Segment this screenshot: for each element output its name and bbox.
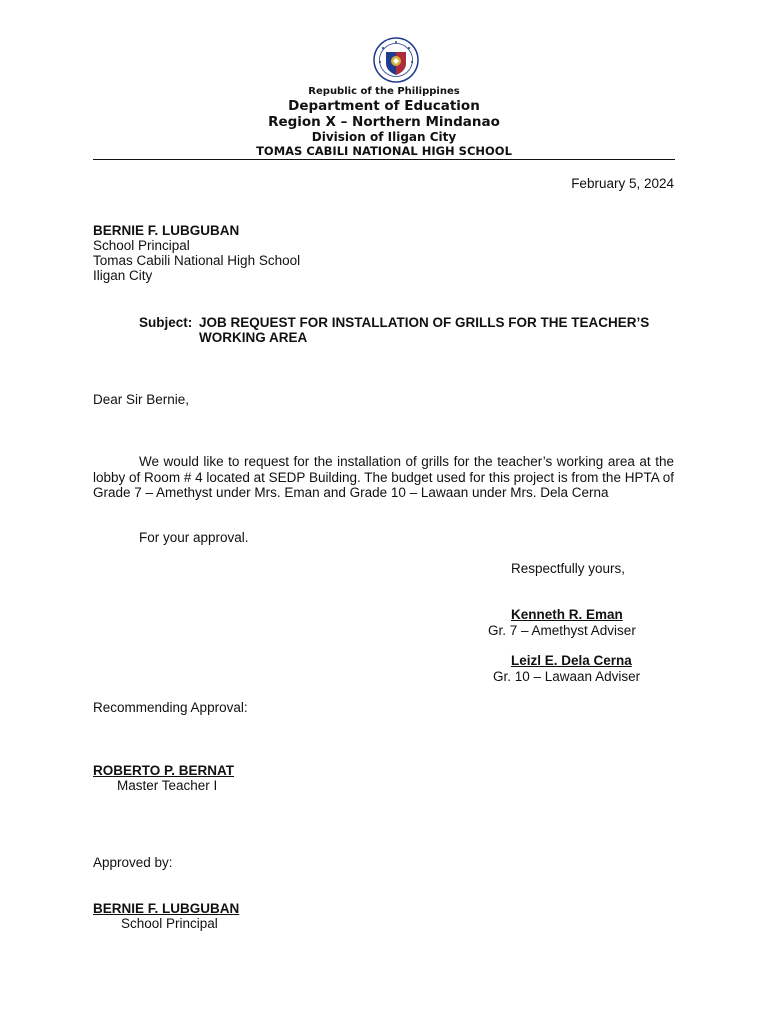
approver-name: BERNIE F. LUBGUBAN: [93, 901, 240, 916]
approver-title: School Principal: [121, 916, 218, 931]
signatory-name: Kenneth R. Eman: [511, 607, 623, 622]
recommender-name: ROBERTO P. BERNAT: [93, 763, 235, 778]
recipient-name: BERNIE F. LUBGUBAN: [93, 223, 240, 238]
deped-seal-icon: [373, 37, 419, 83]
recommender-title: Master Teacher I: [117, 778, 218, 793]
letter-date: February 5, 2024: [571, 176, 674, 191]
signatory-name: Leizl E. Dela Cerna: [511, 653, 632, 668]
recipient-city: Iligan City: [93, 268, 153, 283]
approved-by-label: Approved by:: [93, 855, 173, 870]
letterhead-divider: [93, 159, 675, 160]
letterhead-division: Division of Iligan City: [311, 130, 457, 144]
letterhead-school: TOMAS CABILI NATIONAL HIGH SCHOOL: [256, 144, 512, 158]
salutation: Dear Sir Bernie,: [93, 392, 190, 407]
subject-label: Subject:: [139, 315, 193, 330]
letterhead-region: Region X – Northern Mindanao: [268, 114, 500, 130]
recipient-school: Tomas Cabili National High School: [93, 253, 301, 268]
signatory-title: Gr. 7 – Amethyst Adviser: [488, 623, 636, 638]
closing-line: Respectfully yours,: [511, 561, 626, 576]
recommending-approval-label: Recommending Approval:: [93, 700, 248, 715]
approval-line: For your approval.: [139, 530, 249, 545]
signatory-title: Gr. 10 – Lawaan Adviser: [493, 669, 641, 684]
subject-text-line-2: WORKING AREA: [199, 330, 308, 345]
letterhead-department: Department of Education: [288, 98, 480, 114]
subject-text-line-1: JOB REQUEST FOR INSTALLATION OF GRILLS FOR THE TEACHER’S: [199, 315, 650, 330]
recipient-title: School Principal: [93, 238, 190, 253]
letterhead-republic: Republic of the Philippines: [308, 86, 460, 97]
letter-body-paragraph: We would like to request for the installation of grills for the teacher’s working area at the lobby of Room # 4 located at SEDP Building. The budget used for this project is from the HPTA of Grade 7 – Amethyst under Mrs. Eman and Grade 10 – Lawaan under Mrs. Dela Cerna: [93, 454, 674, 500]
